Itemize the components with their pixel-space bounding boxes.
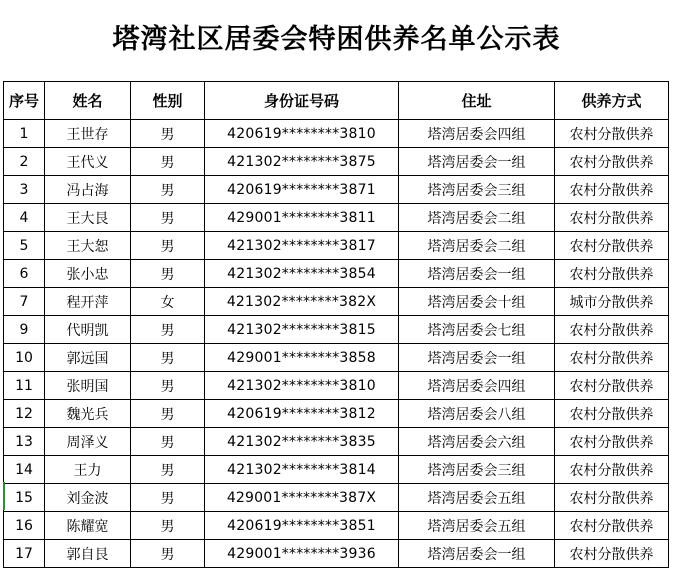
cell-id-number[interactable]: 421302********3854 [205, 260, 399, 288]
cell-name[interactable]: 程开萍 [45, 288, 131, 316]
table-row [4, 176, 669, 204]
header-index[interactable]: 序号 [4, 82, 45, 120]
cell-support-type[interactable]: 农村分散供养 [555, 204, 669, 232]
cell-index[interactable]: 5 [4, 232, 45, 260]
table-row [4, 316, 669, 344]
cell-support-type[interactable]: 农村分散供养 [555, 428, 669, 456]
cell-index[interactable]: 7 [4, 288, 45, 316]
header-gender[interactable]: 性别 [131, 82, 205, 120]
cell-name[interactable]: 张小忠 [45, 260, 131, 288]
cell-support-type[interactable]: 农村分散供养 [555, 120, 669, 148]
cell-index[interactable]: 2 [4, 148, 45, 176]
cell-address[interactable]: 塔湾居委会一组 [399, 148, 555, 176]
cell-support-type[interactable]: 农村分散供养 [555, 260, 669, 288]
cell-id-number[interactable]: 420619********3812 [205, 400, 399, 428]
cell-address[interactable]: 塔湾居委会五组 [399, 512, 555, 540]
cell-gender[interactable]: 男 [131, 428, 205, 456]
cell-name[interactable]: 王大恕 [45, 232, 131, 260]
cell-name[interactable]: 周泽义 [45, 428, 131, 456]
cell-name[interactable]: 刘金波 [45, 484, 131, 512]
cell-address[interactable]: 塔湾居委会一组 [399, 260, 555, 288]
cell-index[interactable]: 12 [4, 400, 45, 428]
cell-index[interactable]: 3 [4, 176, 45, 204]
cell-name[interactable]: 陈耀宽 [45, 512, 131, 540]
table-row [4, 372, 669, 400]
cell-name[interactable]: 王代义 [45, 148, 131, 176]
cell-gender[interactable]: 男 [131, 344, 205, 372]
cell-address[interactable]: 塔湾居委会四组 [399, 372, 555, 400]
cell-gender[interactable]: 男 [131, 316, 205, 344]
cell-name[interactable]: 王大艮 [45, 204, 131, 232]
cell-gender[interactable]: 男 [131, 540, 205, 568]
cell-name[interactable]: 张明国 [45, 372, 131, 400]
table-row [4, 456, 669, 484]
header-support-type[interactable]: 供养方式 [555, 82, 669, 120]
table-row [4, 512, 669, 540]
cell-index[interactable]: 13 [4, 428, 45, 456]
table-row [4, 260, 669, 288]
cell-support-type[interactable]: 农村分散供养 [555, 540, 669, 568]
cell-gender[interactable]: 男 [131, 372, 205, 400]
table-row [4, 400, 669, 428]
cell-name[interactable]: 代明凯 [45, 316, 131, 344]
cell-name[interactable]: 郭自艮 [45, 540, 131, 568]
cell-id-number[interactable]: 421302********3835 [205, 428, 399, 456]
cell-name[interactable]: 王世存 [45, 120, 131, 148]
cell-index[interactable]: 14 [4, 456, 45, 484]
cell-id-number[interactable]: 420619********3871 [205, 176, 399, 204]
table-row [4, 428, 669, 456]
cell-address[interactable]: 塔湾居委会十组 [399, 288, 555, 316]
table-row [4, 288, 669, 316]
cell-address[interactable]: 塔湾居委会三组 [399, 456, 555, 484]
cell-id-number[interactable]: 429001********387X [205, 484, 399, 512]
cell-index[interactable]: 11 [4, 372, 45, 400]
active-cell-indicator [3, 482, 5, 510]
cell-gender[interactable]: 男 [131, 484, 205, 512]
cell-support-type[interactable]: 农村分散供养 [555, 456, 669, 484]
cell-support-type[interactable]: 农村分散供养 [555, 400, 669, 428]
cell-gender[interactable]: 男 [131, 120, 205, 148]
table-row [4, 344, 669, 372]
cell-name[interactable]: 王力 [45, 456, 131, 484]
cell-index[interactable]: 9 [4, 316, 45, 344]
cell-gender[interactable]: 男 [131, 176, 205, 204]
cell-index[interactable]: 6 [4, 260, 45, 288]
cell-index[interactable]: 1 [4, 120, 45, 148]
cell-index[interactable]: 10 [4, 344, 45, 372]
table-row [4, 540, 669, 568]
page-title: 塔湾社区居委会特困供养名单公示表 [112, 24, 561, 55]
cell-address[interactable]: 塔湾居委会六组 [399, 428, 555, 456]
cell-id-number[interactable]: 429001********3858 [205, 344, 399, 372]
cell-address[interactable]: 塔湾居委会八组 [399, 400, 555, 428]
cell-gender[interactable]: 男 [131, 260, 205, 288]
cell-address[interactable]: 塔湾居委会一组 [399, 344, 555, 372]
cell-gender[interactable]: 男 [131, 456, 205, 484]
cell-id-number[interactable]: 421302********3814 [205, 456, 399, 484]
cell-index[interactable]: 16 [4, 512, 45, 540]
cell-gender[interactable]: 男 [131, 148, 205, 176]
cell-address[interactable]: 塔湾居委会五组 [399, 484, 555, 512]
cell-id-number[interactable]: 420619********3810 [205, 120, 399, 148]
cell-name[interactable]: 郭远国 [45, 344, 131, 372]
cell-address[interactable]: 塔湾居委会四组 [399, 120, 555, 148]
cell-index[interactable]: 15 [4, 484, 45, 512]
cell-support-type[interactable]: 农村分散供养 [555, 316, 669, 344]
cell-id-number[interactable]: 421302********3810 [205, 372, 399, 400]
cell-gender[interactable]: 男 [131, 400, 205, 428]
cell-id-number[interactable]: 420619********3851 [205, 512, 399, 540]
cell-support-type[interactable]: 农村分散供养 [555, 232, 669, 260]
cell-gender[interactable]: 男 [131, 232, 205, 260]
cell-gender[interactable]: 女 [131, 288, 205, 316]
cell-support-type[interactable]: 农村分散供养 [555, 176, 669, 204]
header-address[interactable]: 住址 [399, 82, 555, 120]
cell-id-number[interactable]: 421302********3817 [205, 232, 399, 260]
cell-address[interactable]: 塔湾居委会二组 [399, 232, 555, 260]
cell-id-number[interactable]: 429001********3811 [205, 204, 399, 232]
roster-body [4, 120, 669, 568]
cell-gender[interactable]: 男 [131, 204, 205, 232]
cell-address[interactable]: 塔湾居委会二组 [399, 204, 555, 232]
cell-support-type[interactable]: 农村分散供养 [555, 372, 669, 400]
table-row [4, 148, 669, 176]
cell-support-type[interactable]: 农村分散供养 [555, 512, 669, 540]
cell-address[interactable]: 塔湾居委会三组 [399, 176, 555, 204]
header-id-number[interactable]: 身份证号码 [205, 82, 399, 120]
cell-gender[interactable]: 男 [131, 512, 205, 540]
cell-support-type[interactable]: 农村分散供养 [555, 344, 669, 372]
cell-address[interactable]: 塔湾居委会七组 [399, 316, 555, 344]
table-row [4, 232, 669, 260]
cell-support-type[interactable]: 城市分散供养 [555, 288, 669, 316]
cell-name[interactable]: 魏光兵 [45, 400, 131, 428]
table-row [4, 204, 669, 232]
cell-index[interactable]: 4 [4, 204, 45, 232]
table-row [4, 120, 669, 148]
roster-table [3, 81, 669, 568]
header-name[interactable]: 姓名 [45, 82, 131, 120]
cell-address[interactable]: 塔湾居委会一组 [399, 540, 555, 568]
table-row [4, 484, 669, 512]
cell-index[interactable]: 17 [4, 540, 45, 568]
cell-support-type[interactable]: 农村分散供养 [555, 148, 669, 176]
header-row [4, 82, 669, 120]
cell-id-number[interactable]: 421302********3875 [205, 148, 399, 176]
cell-id-number[interactable]: 429001********3936 [205, 540, 399, 568]
cell-name[interactable]: 冯占海 [45, 176, 131, 204]
cell-id-number[interactable]: 421302********3815 [205, 316, 399, 344]
cell-id-number[interactable]: 421302********382X [205, 288, 399, 316]
cell-support-type[interactable]: 农村分散供养 [555, 484, 669, 512]
